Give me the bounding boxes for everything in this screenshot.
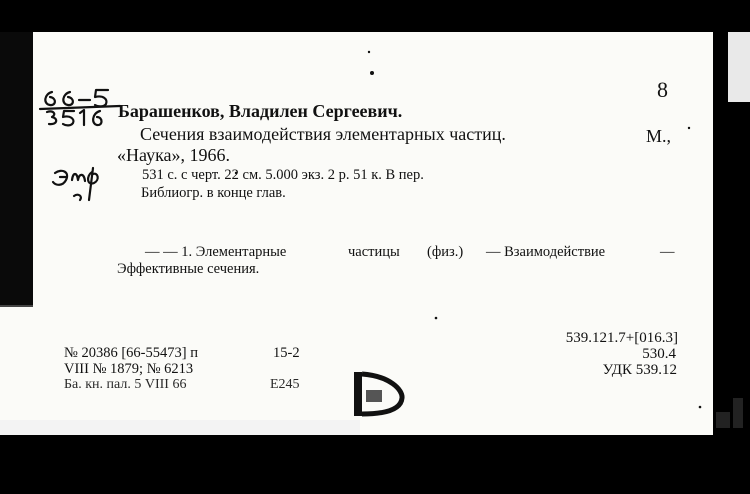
subject-heading-1c: (физ.) (427, 244, 464, 260)
title-line-2: «Наука», 1966. (117, 145, 231, 165)
registry-code: 15-2 (273, 345, 300, 361)
subject-heading-1a: — — 1. Элементарные (145, 244, 287, 260)
registry-line-2: VIII № 1879; № 6213 (64, 361, 194, 377)
physical-description: 531 с. с черт. 22 см. 5.000 экз. 2 р. 51 к. В пер. (142, 167, 424, 183)
subject-heading-2: Эффективные сечения. (117, 261, 260, 277)
classification-line-1: 539.121.7+[016.3] (565, 330, 678, 346)
registry-number: № 20386 [66-55473] п (64, 345, 198, 361)
page-number: 8 (657, 77, 668, 102)
author-line: Барашенков, Владилен Сергеевич. (118, 101, 403, 121)
handwritten-shelfmark (42, 88, 122, 128)
registry-line-3: Ба. кн. пал. 5 VIII 66 (64, 377, 187, 392)
title-line-1: Сечения взаимодействия элементарных частиц. (140, 124, 506, 144)
subject-heading-1b: частицы (348, 244, 400, 260)
subject-heading-1e: — (660, 244, 675, 260)
place-of-publication: М., (646, 126, 672, 146)
round-stamp (354, 372, 402, 416)
bibliography-note: Библиогр. в конце глав. (141, 185, 286, 201)
udc-code: УДК 539.12 (602, 362, 677, 378)
handwritten-note (52, 168, 100, 202)
subject-heading-1d: — Взаимодействие (486, 244, 606, 260)
classification-line-2: 530.4 (642, 346, 676, 362)
registry-line-3-code: Е245 (270, 377, 300, 392)
